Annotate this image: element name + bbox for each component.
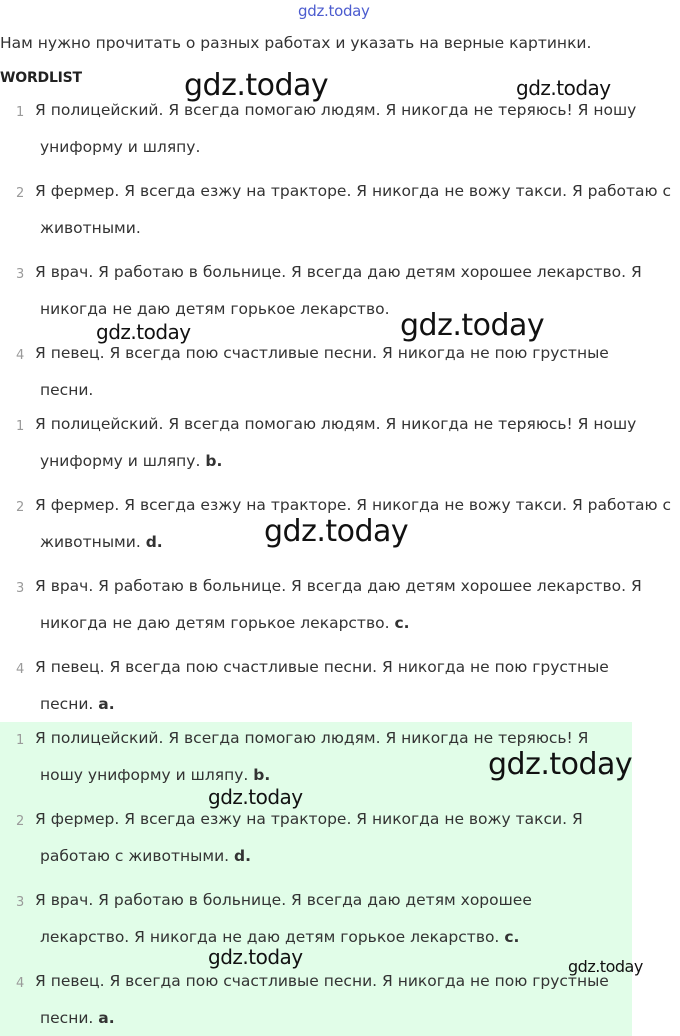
item-text-line: Я врач. Я работаю в больнице. Я всегда даю детям хорошее — [35, 891, 532, 909]
item-text-line: песни. — [40, 381, 94, 399]
item-text: песни. — [40, 695, 94, 713]
item-text-line: униформу и шляпу. — [40, 138, 201, 156]
answer-letter: d. — [145, 533, 163, 551]
answer-letter: c. — [504, 928, 520, 946]
item-text: животными. — [40, 533, 141, 551]
item-number: 4 — [16, 348, 25, 363]
item-number: 4 — [16, 976, 25, 991]
item-text-line: никогда не даю детям горькое лекарство. — [40, 300, 390, 318]
watermark: gdz.today — [516, 76, 611, 100]
item-text-line — [40, 695, 115, 713]
answer-letter: b. — [253, 766, 271, 784]
item-text-line: Я певец. Я всегда пою счастливые песни. Я никогда не пою грустные — [35, 344, 609, 362]
item-text-line: Я врач. Я работаю в больнице. Я всегда даю детям хорошее лекарство. Я — [35, 263, 642, 281]
item-number: 2 — [16, 186, 25, 201]
item-text: лекарство. Я никогда не даю детям горькое лекарство. — [40, 928, 500, 946]
item-text-line: Я полицейский. Я всегда помогаю людям. Я никогда не теряюсь! Я ношу — [35, 415, 637, 433]
answer-letter: b. — [205, 452, 223, 470]
item-text: работаю с животными. — [40, 847, 230, 865]
item-text-line: Я певец. Я всегда пою счастливые песни. Я никогда не пою грустные — [35, 658, 609, 676]
item-text-line — [40, 452, 222, 470]
watermark: gdz.today — [184, 68, 329, 103]
item-text-line: животными. — [40, 219, 141, 237]
item-text-line: Я фермер. Я всегда езжу на тракторе. Я никогда не вожу такси. Я — [35, 810, 583, 828]
item-text: униформу и шляпу. — [40, 452, 201, 470]
item-text-line — [40, 1009, 115, 1027]
item-number: 2 — [16, 814, 25, 829]
watermark: gdz.today — [264, 514, 409, 549]
watermark: gdz.today — [488, 747, 633, 782]
item-number: 4 — [16, 662, 25, 677]
item-text-line — [40, 928, 519, 946]
item-text-line: Я полицейский. Я всегда помогаю людям. Я никогда не теряюсь! Я — [35, 729, 589, 747]
answer-letter: a. — [98, 695, 115, 713]
answer-letter: a. — [98, 1009, 115, 1027]
answer-letter: d. — [234, 847, 252, 865]
watermark: gdz.today — [208, 785, 303, 809]
watermark: gdz.today — [208, 945, 303, 969]
answer-letter: c. — [394, 614, 410, 632]
watermark: gdz.today — [96, 320, 191, 344]
item-number: 1 — [16, 733, 25, 748]
item-number: 1 — [16, 105, 25, 120]
item-text: никогда не даю детям горькое лекарство. — [40, 614, 390, 632]
item-text-line: Я полицейский. Я всегда помогаю людям. Я никогда не теряюсь! Я ношу — [35, 101, 637, 119]
item-text-line: Я фермер. Я всегда езжу на тракторе. Я никогда не вожу такси. Я работаю с — [35, 496, 672, 514]
item-text-line — [40, 847, 251, 865]
item-text: ношу униформу и шляпу. — [40, 766, 249, 784]
watermark: gdz.today — [400, 308, 545, 343]
item-text: песни. — [40, 1009, 94, 1027]
item-text-line: Я врач. Я работаю в больнице. Я всегда даю детям хорошее лекарство. Я — [35, 577, 642, 595]
instruction-text: Нам нужно прочитать о разных работах и указать на верные картинки. — [0, 34, 592, 52]
item-number: 3 — [16, 581, 25, 596]
item-text-line — [40, 614, 410, 632]
site-logo[interactable]: gdz.today — [298, 2, 370, 20]
item-number: 2 — [16, 500, 25, 515]
item-text-line: Я фермер. Я всегда езжу на тракторе. Я никогда не вожу такси. Я работаю с — [35, 182, 672, 200]
item-text-line — [40, 766, 270, 784]
item-number: 3 — [16, 895, 25, 910]
item-text-line: Я певец. Я всегда пою счастливые песни. Я никогда не пою грустные — [35, 972, 609, 990]
item-number: 1 — [16, 419, 25, 434]
watermark: gdz.today — [568, 957, 643, 976]
wordlist-heading: WORDLIST — [0, 70, 82, 86]
item-text-line — [40, 533, 163, 551]
item-number: 3 — [16, 267, 25, 282]
